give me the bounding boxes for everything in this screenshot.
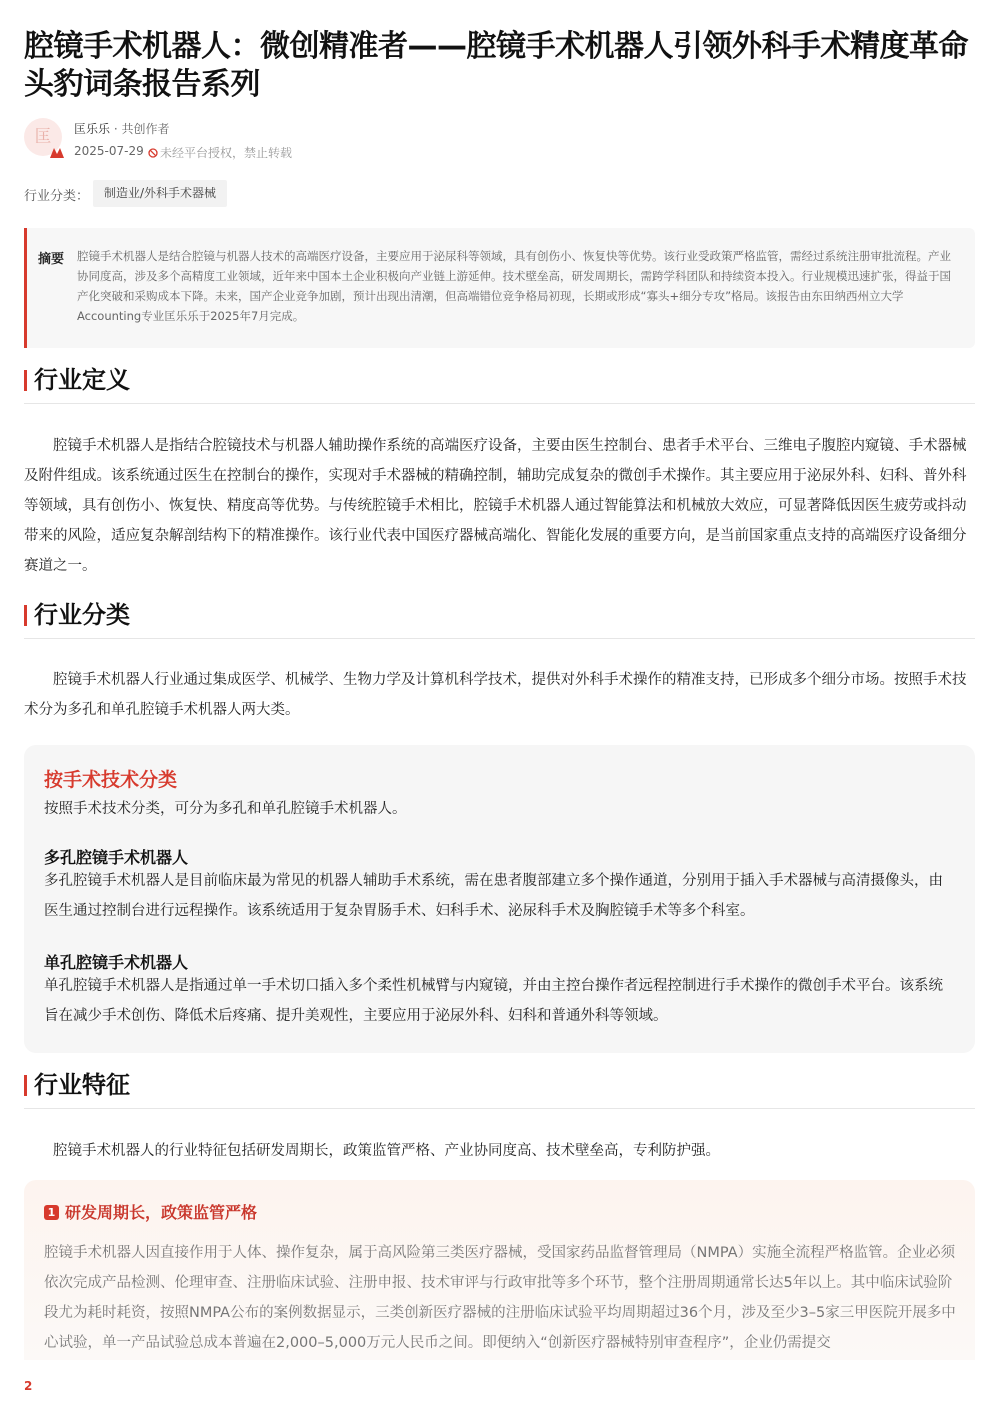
classification-paragraph: 腔镜手术机器人行业通过集成医学、机械学、生物力学及计算机科学技术，提供对外科手术操作的精准支持，已形成多个细分市场。按照手术技术分为多孔和单孔腔镜手术机器人两大类。 <box>24 672 967 718</box>
feature-title: 研发周期长，政策监管严格 <box>65 1203 258 1222</box>
copyright-notice <box>148 144 292 161</box>
author-info <box>24 118 624 162</box>
definition-paragraph: 腔镜手术机器人是指结合腔镜技术与机器人辅助操作系统的高端医疗设备，主要由医生控制台、患者手术平台、三维电子腹腔内窥镜、手术器械及附件组成。该系统通过医生在控制台的操作，实现对手术器械的精确控制，辅助完成复杂的微创手术操作。其主要应用于泌尿外科、妇科、普外科等领域，具有创伤小、恢复快、精度高等优势。与传统腔镜手术相比，腔镜手术机器人通过智能算法和机械放大效应，可显著降低因医生疲劳或抖动带来的风险，适应复杂解剖结构下的精准操作。该行业代表中国医疗器械高端化、智能化发展的重要方向，是当前国家重点支持的高端医疗设备细分赛道之一。 <box>24 438 967 574</box>
classification-box-title: 按手术技术分类 <box>44 769 178 791</box>
feature-card <box>24 1180 975 1360</box>
brand-badge-icon <box>50 146 64 158</box>
subcategory-title: 单孔腔镜手术机器人 <box>44 953 189 972</box>
subcategory-title: 多孔腔镜手术机器人 <box>44 848 189 867</box>
section-heading-classification <box>24 597 975 639</box>
publish-date: 2025-07-29 <box>74 144 144 158</box>
category-label: 行业分类： <box>24 189 90 204</box>
report-title: 腔镜手术机器人：微创精准者——腔镜手术机器人引领外科手术精度革命 头豹词条报告系列 <box>24 29 998 102</box>
heading-text: 行业定义 <box>34 366 130 394</box>
subcategory-text: 多孔腔镜手术机器人是目前临床最为常见的机器人辅助手术系统，需在患者腹部建立多个操作通道，分别用于插入手术器械与高清摄像头，由医生通过控制台进行远程操作。该系统适用于复杂胃肠手术、妇科手术、泌尿科手术及胸腔镜手术等多个科室。 <box>44 873 943 919</box>
abstract-label: 摘要 <box>38 252 65 267</box>
abstract-box <box>24 228 975 348</box>
author-role: · 共创作者 <box>110 122 170 136</box>
page-number: 2 <box>24 1379 33 1393</box>
feature-number-badge: 1 <box>44 1205 59 1220</box>
heading-accent-bar <box>24 1075 27 1096</box>
classification-box-intro: 按照手术技术分类，可分为多孔和单孔腔镜手术机器人。 <box>44 801 407 817</box>
author-name[interactable]: 匡乐乐 <box>74 122 111 136</box>
prohibited-icon <box>148 148 158 158</box>
section-heading-features <box>24 1067 975 1109</box>
subcategory-text: 单孔腔镜手术机器人是指通过单一手术切口插入多个柔性机械臂与内窥镜，并由主控台操作者远程控制进行手术操作的微创手术平台。该系统旨在减少手术创伤、降低术后疼痛、提升美观性，主要应用于泌尿外科、妇科和普通外科等领域。 <box>44 978 943 1024</box>
features-paragraph: 腔镜手术机器人的行业特征包括研发周期长，政策监管严格、产业协同度高、技术壁垒高，专利防护强。 <box>53 1143 720 1159</box>
author-avatar[interactable]: 匡 <box>24 118 62 156</box>
abstract-text: 腔镜手术机器人是结合腔镜与机器人技术的高端医疗设备，主要应用于泌尿科等领域，具有创伤小、恢复快等优势。该行业受政策严格监管，需经过系统注册审批流程。产业协同度高，涉及多个高精度工业领域，近年来中国本土企业积极向产业链上游延伸。技术壁垒高，研发周期长，需跨学科团队和持续资本投入。行业规模迅速扩张，得益于国产化突破和采购成本下降。未来，国产企业竞争加剧，预计出现出清潮，但高端错位竞争格局初现，长期或形成“寡头+细分专攻”格局。该报告由东田纳西州立大学Accounting专业匡乐乐于2025年7月完成。 <box>77 249 951 323</box>
heading-text: 行业特征 <box>34 1071 130 1099</box>
section-heading-definition <box>24 362 975 404</box>
author-line <box>74 120 169 137</box>
heading-accent-bar <box>24 370 27 391</box>
copyright-text: 未经平台授权，禁止转载 <box>160 146 293 160</box>
category-tag[interactable]: 制造业/外科手术器械 <box>93 180 227 207</box>
feature-text: 腔镜手术机器人因直接作用于人体、操作复杂，属于高风险第三类医疗器械，受国家药品监督管理局（NMPA）实施全流程严格监管。企业必须依次完成产品检测、伦理审查、注册临床试验、注册申报、技术审评与行政审批等多个环节，整个注册周期通常长达5年以上。其中临床试验阶段尤为耗时耗资，按照NMPA公布的案例数据显示，三类创新医疗器械的注册临床试验平均周期超过36个月，涉及至少3–5家三甲医院开展多中心试验，单一产品试验总成本普遍在2,000–5,000万元人民币之间。即便纳入“创新医疗器械特别审查程序”，企业仍需提交 <box>44 1245 956 1351</box>
heading-text: 行业分类 <box>34 601 130 629</box>
heading-accent-bar <box>24 605 27 626</box>
classification-box <box>24 745 975 1053</box>
